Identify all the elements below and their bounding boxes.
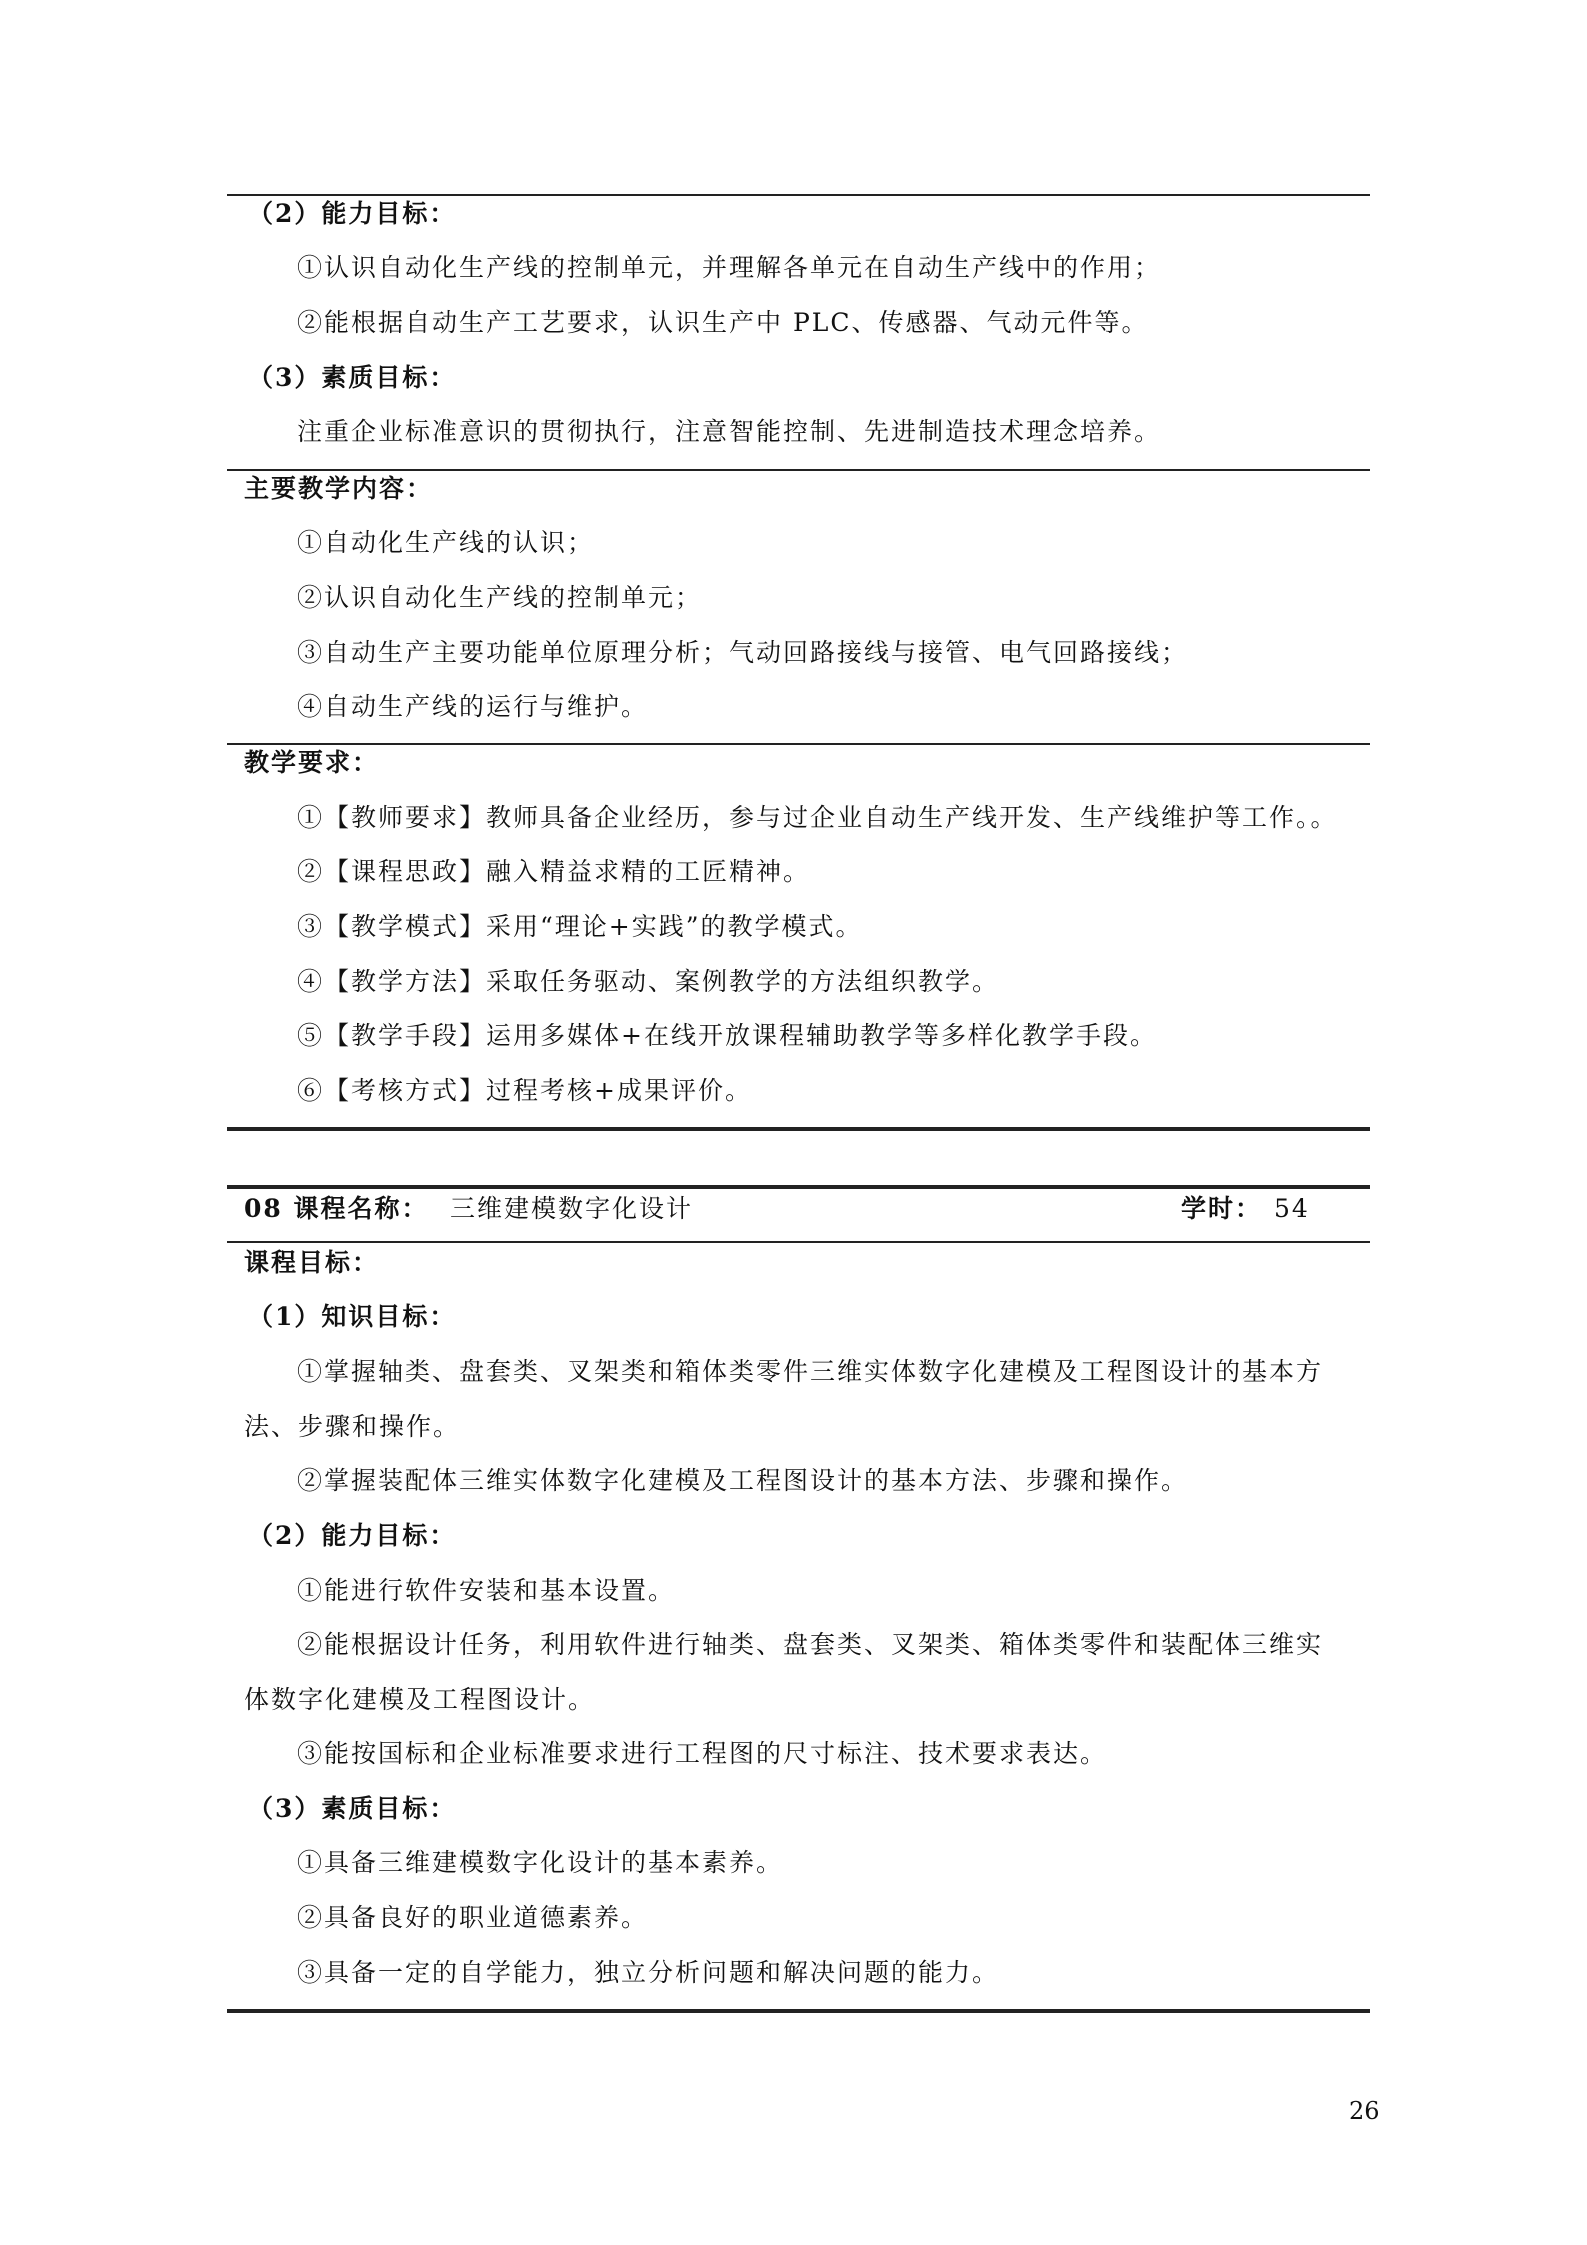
- quality-item: ①具备三维建模数字化设计的基本素养。: [297, 1848, 784, 1877]
- quality-heading: （3）素质目标：: [248, 1794, 457, 1823]
- requirements-heading: 教学要求：: [244, 748, 380, 777]
- ability-item-continued: 体数字化建模及工程图设计。: [244, 1685, 596, 1714]
- content-heading: 主要教学内容：: [244, 474, 434, 503]
- section-divider: [227, 743, 1370, 745]
- ability-heading: （2）能力目标：: [248, 1521, 457, 1550]
- course-name-value: 三维建模数字化设计: [450, 1194, 694, 1223]
- ability-item: ②能根据自动生产工艺要求，认识生产中 PLC、传感器、气动元件等。: [297, 308, 1149, 337]
- course-name-label: 08 课程名称：: [244, 1194, 429, 1223]
- requirement-item: ②【课程思政】融入精益求精的工匠精神。: [297, 857, 811, 886]
- knowledge-item: ②掌握装配体三维实体数字化建模及工程图设计的基本方法、步骤和操作。: [297, 1466, 1189, 1495]
- requirement-item: ⑥【考核方式】过程考核+成果评价。: [297, 1076, 752, 1105]
- ability-item: ①能进行软件安装和基本设置。: [297, 1576, 676, 1605]
- table-bottom-border: [227, 1127, 1370, 1131]
- content-item: ①自动化生产线的认识；: [297, 528, 595, 557]
- content-item: ③自动生产主要功能单位原理分析；气动回路接线与接管、电气回路接线；: [297, 638, 1189, 667]
- requirement-item: ①【教师要求】教师具备企业经历，参与过企业自动生产线开发、生产线维护等工作。。: [297, 803, 1338, 832]
- quality-heading: （3）素质目标：: [248, 363, 457, 392]
- ability-item: ①认识自动化生产线的控制单元，并理解各单元在自动生产线中的作用；: [297, 253, 1162, 282]
- content-item: ④自动生产线的运行与维护。: [297, 692, 649, 721]
- table-bottom-border: [227, 2009, 1370, 2013]
- ability-item: ③能按国标和企业标准要求进行工程图的尺寸标注、技术要求表达。: [297, 1739, 1108, 1768]
- quality-item: ②具备良好的职业道德素养。: [297, 1903, 649, 1932]
- knowledge-heading: （1）知识目标：: [248, 1302, 457, 1331]
- hours-label: 学时：: [1181, 1194, 1263, 1223]
- knowledge-item: ①掌握轴类、盘套类、叉架类和箱体类零件三维实体数字化建模及工程图设计的基本方: [297, 1357, 1324, 1386]
- section-divider: [227, 1241, 1370, 1243]
- quality-item: 注重企业标准意识的贯彻执行，注意智能控制、先进制造技术理念培养。: [297, 417, 1162, 446]
- hours-value: 54: [1274, 1194, 1310, 1223]
- requirement-item: ④【教学方法】采取任务驱动、案例教学的方法组织教学。: [297, 967, 1000, 996]
- requirement-item: ⑤【教学手段】运用多媒体+在线开放课程辅助教学等多样化教学手段。: [297, 1021, 1157, 1050]
- page-number: 26: [1349, 2097, 1380, 2125]
- table-top-border: [227, 1185, 1370, 1189]
- ability-heading: （2）能力目标：: [248, 199, 457, 228]
- goals-heading: 课程目标：: [244, 1248, 380, 1277]
- knowledge-item-continued: 法、步骤和操作。: [244, 1412, 461, 1441]
- content-item: ②认识自动化生产线的控制单元；: [297, 583, 703, 612]
- ability-item: ②能根据设计任务，利用软件进行轴类、盘套类、叉架类、箱体类零件和装配体三维实: [297, 1630, 1324, 1659]
- requirement-item: ③【教学模式】采用“理论+实践”的教学模式。: [297, 912, 863, 941]
- quality-item: ③具备一定的自学能力，独立分析问题和解决问题的能力。: [297, 1958, 1000, 1987]
